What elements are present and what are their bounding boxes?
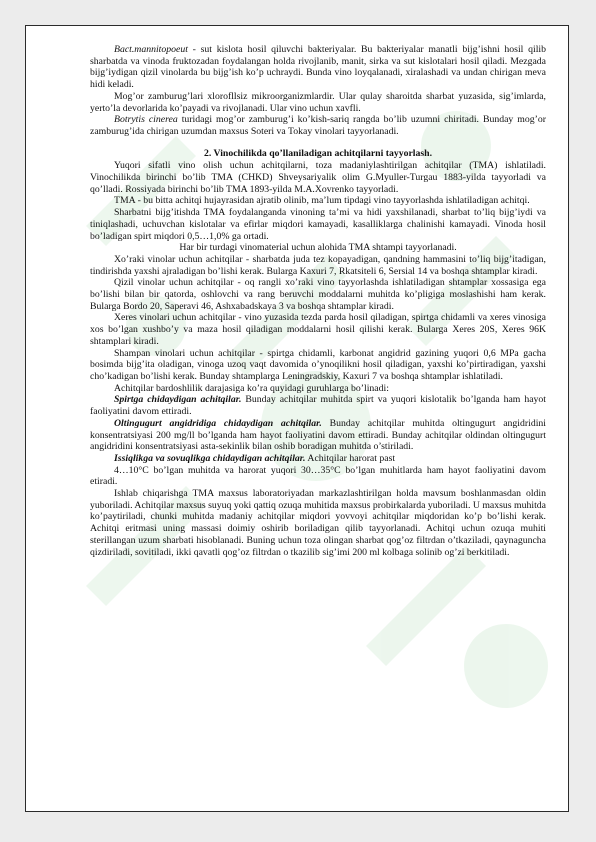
paragraph-text: Achitqilar harorat past (305, 452, 396, 464)
paragraph-text: 2. Vinochilikda qo’llaniladigan achitqilarni tayyorlash. (203, 147, 433, 159)
paragraph-text: turidagi mog’or zamburug’i ko’kish-sariq rangda bo’lib uzumni chiritadi. Bunday mog’or zamburug’ida chirigan uzumdan maxsus Soteri va Tokay vinolari tayyorlanadi. (90, 114, 546, 137)
paragraph (90, 195, 546, 207)
paragraph-text: Ishlab chiqarishga TMA maxsus laboratoriyadan markazlashtirilgan holda mavsum boshlanmasdan oldin yuboriladi. Achitqilar maxsus suyuq yoki qattiq ozuqa muhitida maxsus probirkalarda yuboriladi. U maxsus muhitda ko’paytiriladi, chunki muhitda madaniy achitqilar miqdori yovvoyi achitqilar miqdoridan ko’p bo’lishi kerak. Achitqi eritmasi uning massasi doimiy oshirib boriladigan qilib tayyorlanadi. Achitqi uchun ozuqa muhiti sterillangan uzum sharbati hisoblanadi. Buning uchun toza olingan sharbat qog’oz filtrdan o’tkaziladi, qaynaguncha qizdiriladi, sovitiladi, ikki qavatli qog’oz filtrdan o tkazilib sig’imi 200 ml kolbaga solinib og’zi berkitiladi. (90, 488, 546, 558)
paragraph-text: Bunday achitqilar muhitda spirt va yuqori kislotalik bo’lganda ham hayot faoliyatini davom ettiradi. (90, 394, 546, 418)
paragraph (90, 348, 546, 383)
paragraph-text: Har bir turdagi vinomaterial uchun alohida TMA shtampi tayyorlanadi. (179, 242, 457, 254)
paragraph (90, 394, 546, 417)
paragraph-text: TMA - bu bitta achitqi hujayrasidan ajratib olinib, ma’lum tipdagi vino tayyorlashda ishlatiladigan achitqi. (114, 195, 530, 207)
paragraph-text: Qizil vinolar uchun achitqilar - oq rangli xo’raki vino tayyorlashda ishlatiladigan shtamplar xossasiga ega bo’lishi bilan bir qatorda, oshlovchi va rang beruvchi moddalarni muhitda ko’pligiga moslashishi ham kerak. Bularga Bordo 20, Saperavi 46, Ashxabadskaya 3 va boshqa shtamplar kiradi. (90, 277, 546, 312)
paragraph-text: Xeres vinolari uchun achitqilar - vino yuzasida tezda parda hosil qiladigan, spirtga chidamli va xeres vinosiga xos bo’lgan xushbo’y va maza hosil qiladigan moddalarni hosil qilishi kerak. Bularga Xeres 20S, Xeres 96K shtamplari kiradi. (90, 312, 546, 347)
paragraph (90, 312, 546, 347)
section-heading (90, 148, 546, 160)
paragraph-lead: Spirtga chidaydigan achitqilar. (114, 394, 242, 406)
paragraph (90, 254, 546, 277)
paragraph (90, 114, 546, 137)
paragraph-text: 4…10°C bo’lgan muhitda va harorat yuqori 30…35°C bo’lgan muhitlarda ham hayot faoliyatini davom etiradi. (90, 464, 546, 488)
paragraph (90, 277, 546, 312)
paragraph-text: - sut kislota hosil qiluvchi bakteriyalar. Bu bakteriyalar manatli bijg’ishni hosil qilib sharbatda va vinoda fruktozadan foydalangan holda rivojlanib, manit, sirka va sut kislotalari hosil qiladi. Mezgada bijg’iydigan qizil vinolarda bu bijg’ish ko’p uchraydi. Bunda vino loyqalanadi, xiralashadi va undan chirigan meva hidi keladi. (90, 44, 546, 91)
paragraph (90, 242, 546, 254)
paragraph-lead: Issiqlikga va sovuqlikga chidaydigan achitqilar. (114, 452, 306, 464)
document-body (90, 44, 546, 558)
paragraph-text: Xo’raki vinolar uchun achitqilar - sharbatda juda tez kopayadigan, qandning hammasini to’liq bijg’itadigan, tindirishda yaxshi ajraladigan bo’lishi kerak. Bularga Kaxuri 7, Rkatsiteli 6, Sersial 14 va boshqa shtamplar kiradi. (90, 253, 546, 277)
paragraph (90, 488, 546, 558)
paragraph-text: Bunday achitqilar muhitda oltingugurt angidridini konsentratsiyasi 200 mg/ll bo’lganda ham hayot faoliyatini davom ettiradi. Bunday achitqilar oldindan oltingugurt angidridini konsentratsiyasi asta-sekinlik bilan oshib boradigan muhitda o’stiriladi. (90, 417, 546, 453)
paragraph-text: Shampan vinolari uchun achitqilar - spirtga chidamli, karbonat angidrid gazining yuqori 0,6 MPa gacha bosimda bijg’ita oladigan, vinoga uzoq vaqt davomida o’ynoqilikni hosil qiladigan, yaxshi ko’pirtiradigan, yaxshi cho’kadigan bo’lishi kerak. Bunday shtamplarga Leningradskiy, Kaxuri 7 va boshqa shtamplar ishlatiladi. (90, 347, 546, 382)
paragraph-lead: Bact.mannitopoeut (114, 44, 188, 55)
paragraph (90, 160, 546, 195)
paragraph (90, 91, 546, 114)
paragraph (90, 465, 546, 488)
paragraph (90, 383, 546, 395)
paragraph (90, 207, 546, 242)
paragraph (90, 418, 546, 453)
paragraph-text: Yuqori sifatli vino olish uchun achitqilarni, toza madaniylashtirilgan achitqilar (TMA) ishlatiladi. Vinochilikda birinchi bo’lib TMA (CHKD) Shveysariyalik olim G.Myuller-Turgau 1883-yilda tayyorladi va qo’lladi. Rossiyada birinchi bo’lib TMA 1893-yilda M.A.Xovrenko tayyorladi. (90, 160, 546, 195)
paragraph-lead: Oltingugurt angidridiga chidaydigan achitqilar. (114, 417, 322, 429)
paragraph-text: Sharbatni bijg’itishda TMA foydalanganda vinoning ta’mi va hidi yaxshilanadi, sharbat to’liq bijg’iydi va tiniqlashadi, uchuvchan kislotalar va efirlar miqdori kamayadi, kasalliklarga chalinishi kamayadi. Vinoda hosil bo’ladigan spirt miqdori 0,5…1,0% ga ortadi. (90, 207, 546, 242)
paragraph (90, 44, 546, 91)
paragraph-text: Achitqilar bardoshlilik darajasiga ko’ra quyidagi guruhlarga bo’linadi: (114, 382, 389, 394)
paragraph (90, 453, 546, 465)
paragraph-text: Mog’or zamburug’lari xlorofllsiz mikroorganizmlardir. Ular qulay sharoitda sharbat yuzasida, sig’imlarda, yerto’la devorlarida ko’payadi va rivojlanadi. Ular vino uchun xavfli. (90, 90, 546, 114)
paragraph-lead: Botrytis cinerea (114, 114, 178, 126)
